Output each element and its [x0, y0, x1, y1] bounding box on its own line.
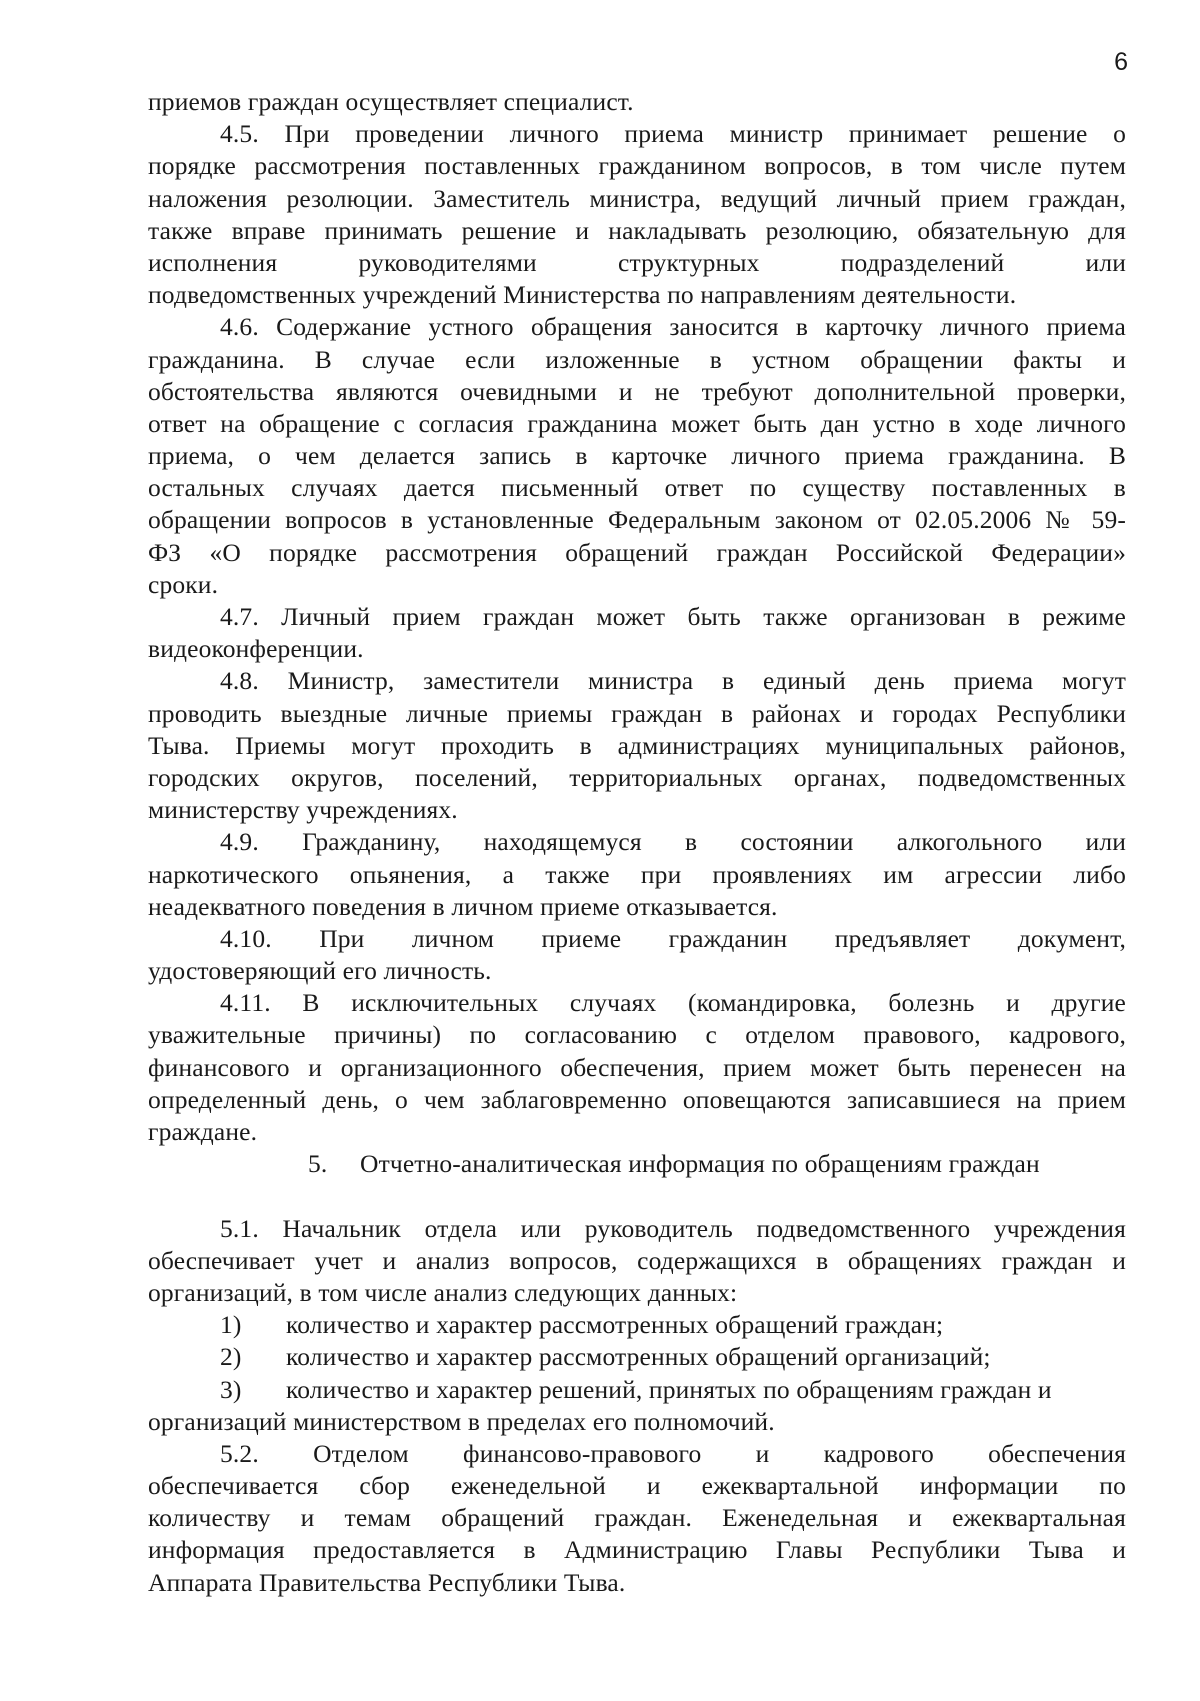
paragraph-4-11-line: 4.11. В исключительных случаях (командировка, болезнь и другие [220, 988, 1126, 1018]
paragraph-4-6-line: 4.6. Содержание устного обращения заносится в карточку личного приема [220, 312, 1126, 342]
list-number: 3) [220, 1374, 242, 1404]
text-line: обращении вопросов в установленные Федеральным законом от 02.05.2006 № 59- [148, 505, 1126, 535]
text-line: приемов граждан осуществляет специалист. [148, 87, 634, 116]
text-line: обстоятельства являются очевидными и не требуют дополнительной проверки, [148, 376, 1126, 406]
text-line: городских округов, поселений, территориальных органах, подведомственных [148, 762, 1126, 792]
text-line: также вправе принимать решение и накладывать резолюцию, обязательную для [148, 215, 1126, 245]
text-line: приема, о чем делается запись в карточке личного приема гражданина. В [148, 441, 1126, 471]
list-number: 2) [220, 1342, 242, 1372]
text-line: гражданина. В случае если изложенные в устном обращении факты и [148, 344, 1126, 374]
text-line: уважительные причины) по согласованию с отделом правового, кадрового, [148, 1020, 1126, 1050]
paragraph-4-10-line: 4.10. При личном приеме гражданин предъявляет документ, [220, 923, 1126, 953]
text-line: обеспечивается сбор еженедельной и ежеквартальной информации по [148, 1471, 1126, 1501]
list-text: количество и характер решений, принятых по обращениям граждан и [286, 1374, 1052, 1404]
text-line: граждане. [148, 1117, 258, 1146]
section-title: Отчетно-аналитическая информация по обращениям граждан [360, 1149, 1040, 1179]
document-body [148, 86, 1126, 1599]
list-item [148, 1341, 1126, 1373]
text-line: проводить выездные личные приемы граждан в районах и городах Республики [148, 698, 1126, 728]
list-number: 1) [220, 1310, 242, 1340]
paragraph-4-9-line: 4.9. Гражданину, находящемуся в состоянии алкогольного или [220, 827, 1126, 857]
text-line: обеспечивает учет и анализ вопросов, содержащихся в обращениях граждан и [148, 1245, 1126, 1275]
text-line: ответ на обращение с согласия гражданина может быть дан устно в ходе личного [148, 408, 1126, 438]
text-line: информация предоставляется в Администрацию Главы Республики Тыва и [148, 1535, 1126, 1565]
text-line: удостоверяющий его личность. [148, 956, 492, 986]
text-line: видеоконференции. [148, 634, 364, 664]
text-line: министерству учреждениях. [148, 795, 458, 825]
paragraph-4-8-line: 4.8. Министр, заместители министра в единый день приема могут [220, 666, 1126, 696]
text-line: исполнения руководителями структурных подразделений или [148, 247, 1126, 277]
page-number: 6 [1114, 48, 1128, 76]
text-line: остальных случаях дается письменный ответ по существу поставленных в [148, 473, 1126, 503]
list-text: количество и характер рассмотренных обращений граждан; [286, 1310, 944, 1340]
text-line: Тыва. Приемы могут проходить в администрациях муниципальных районов, [148, 730, 1126, 760]
section-number: 5. [308, 1149, 328, 1179]
text-line: наркотического опьянения, а также при проявлениях им агрессии либо [148, 859, 1126, 889]
paragraph-5-1-line: 5.1. Начальник отдела или руководитель подведомственного учреждения [220, 1213, 1126, 1243]
text-line: количеству и темам обращений граждан. Еженедельная и ежеквартальная [148, 1503, 1126, 1533]
text-line: наложения резолюции. Заместитель министра, ведущий личный прием граждан, [148, 183, 1126, 213]
spacer [148, 1180, 1126, 1212]
text-line: неадекватного поведения в личном приеме отказывается. [148, 891, 778, 921]
text-line: организаций, в том числе анализ следующих данных: [148, 1277, 738, 1307]
paragraph-4-5-line: 4.5. При проведении личного приема министр принимает решение о [220, 119, 1126, 149]
list-item [148, 1374, 1126, 1406]
text-line: порядке рассмотрения поставленных гражданином вопросов, в том числе путем [148, 151, 1126, 181]
text-line: ФЗ «О порядке рассмотрения обращений граждан Российской Федерации» [148, 537, 1126, 567]
text-line: подведомственных учреждений Министерства по направлениям деятельности. [148, 280, 1017, 310]
text-line: сроки. [148, 569, 219, 599]
text-line: Аппарата Правительства Республики Тыва. [148, 1567, 626, 1597]
paragraph-5-2-line: 5.2. Отделом финансово-правового и кадрового обеспечения [220, 1438, 1126, 1468]
text-line: определенный день, о чем заблаговременно оповещаются записавшиеся на прием [148, 1084, 1126, 1114]
section-5-heading [148, 1148, 1126, 1180]
list-text: количество и характер рассмотренных обращений организаций; [286, 1342, 991, 1372]
text-line: организаций министерством в пределах его полномочий. [148, 1406, 775, 1436]
text-line: финансового и организационного обеспечения, прием может быть перенесен на [148, 1052, 1126, 1082]
paragraph-4-7-line: 4.7. Личный прием граждан может быть также организован в режиме [220, 602, 1126, 631]
list-item [148, 1309, 1126, 1341]
